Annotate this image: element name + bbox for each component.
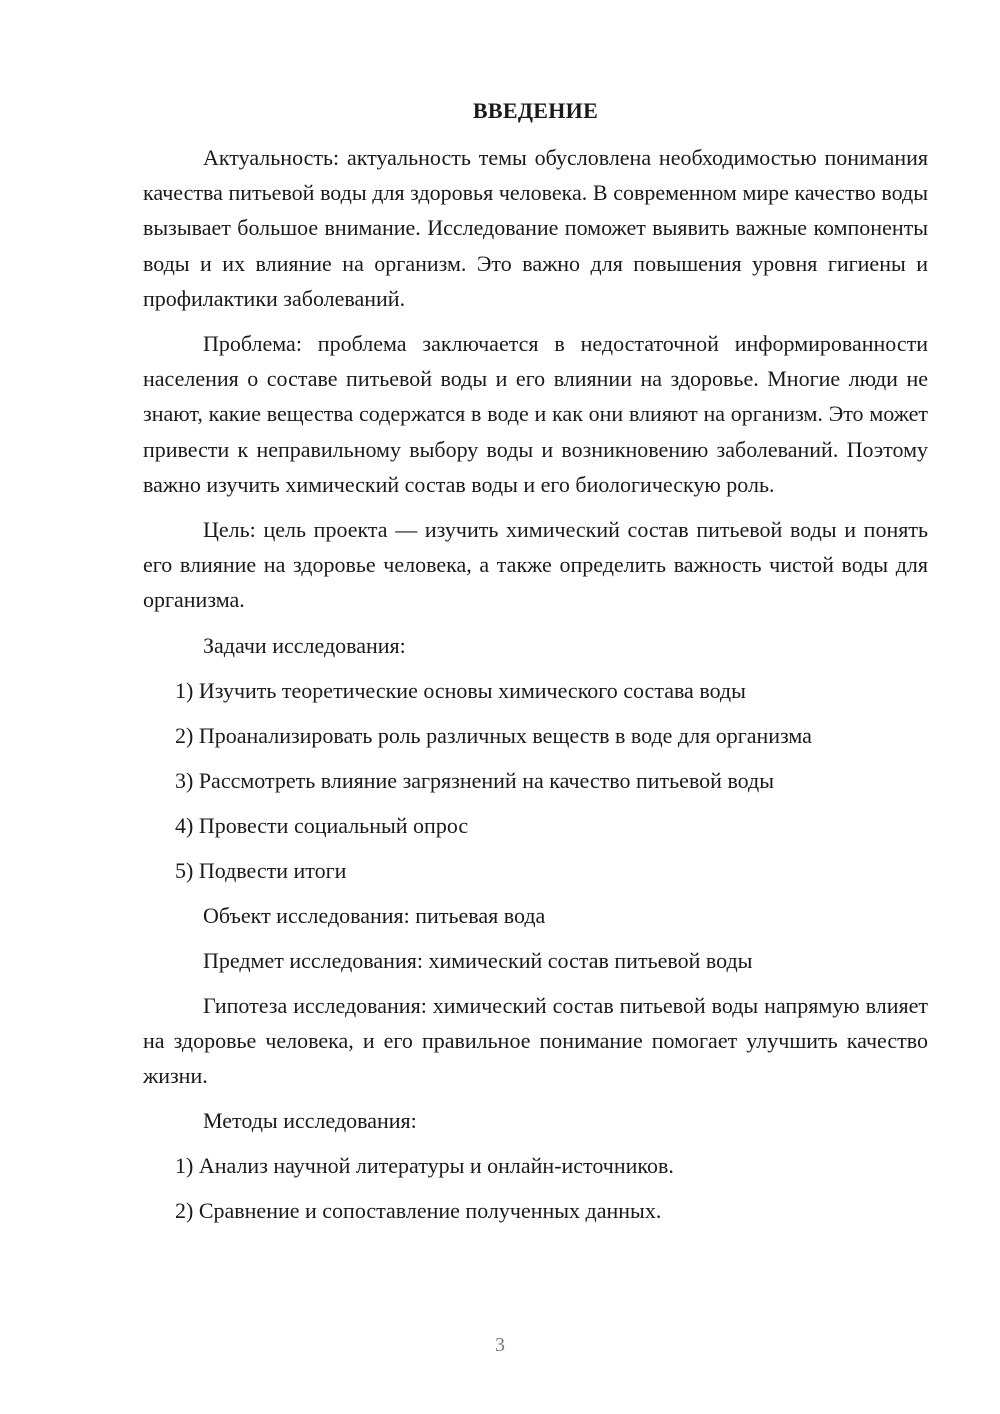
methods-heading: Методы исследования: <box>203 1108 417 1134</box>
problem-paragraph: Проблема: проблема заключается в недостаточной информированности населения о составе питьевой воды и его влиянии на здоровье. Многие люди не знают, какие вещества содержатся в воде и как они влияют на организм. Это может привести к неправильному выбору воды и возникновению заболеваний. Поэтому важно изучить химический состав воды и его биологическую роль. <box>143 331 928 497</box>
method-item-1: 1) Анализ научной литературы и онлайн-источников. <box>175 1153 674 1179</box>
tasks-heading: Задачи исследования: <box>203 632 406 658</box>
task-item-2: 2) Проанализировать роль различных веществ в воде для организма <box>175 722 812 748</box>
goal-paragraph: Цель: цель проекта — изучить химический состав питьевой воды и понять его влияние на здоровье человека, а также определить важность чистой воды для организма. <box>143 517 928 613</box>
task-item-3: 3) Рассмотреть влияние загрязнений на качество питьевой воды <box>175 767 775 793</box>
research-subject: Предмет исследования: химический состав питьевой воды <box>203 947 753 973</box>
page-number: 3 <box>495 1334 505 1356</box>
relevance-paragraph: Актуальность: актуальность темы обусловлена необходимостью понимания качества питьевой воды для здоровья человека. В современном мире качество воды вызывает большое внимание. Исследование поможет выявить важные компоненты воды и их влияние на организм. Это важно для повышения уровня гигиены и профилактики заболеваний. <box>143 145 928 311</box>
research-object: Объект исследования: питьевая вода <box>203 902 546 928</box>
task-item-5: 5) Подвести итоги <box>175 857 347 883</box>
hypothesis-paragraph: Гипотеза исследования: химический состав питьевой воды напрямую влияет на здоровье человека, и его правильное понимание помогает улучшить качество жизни. <box>143 992 928 1089</box>
document-page <box>143 96 928 1238</box>
method-item-2: 2) Сравнение и сопоставление полученных данных. <box>175 1198 662 1224</box>
task-item-4: 4) Провести социальный опрос <box>175 812 469 838</box>
task-item-1: 1) Изучить теоретические основы химического состава воды <box>175 677 746 703</box>
page-title: ВВЕДЕНИЕ <box>472 98 599 123</box>
